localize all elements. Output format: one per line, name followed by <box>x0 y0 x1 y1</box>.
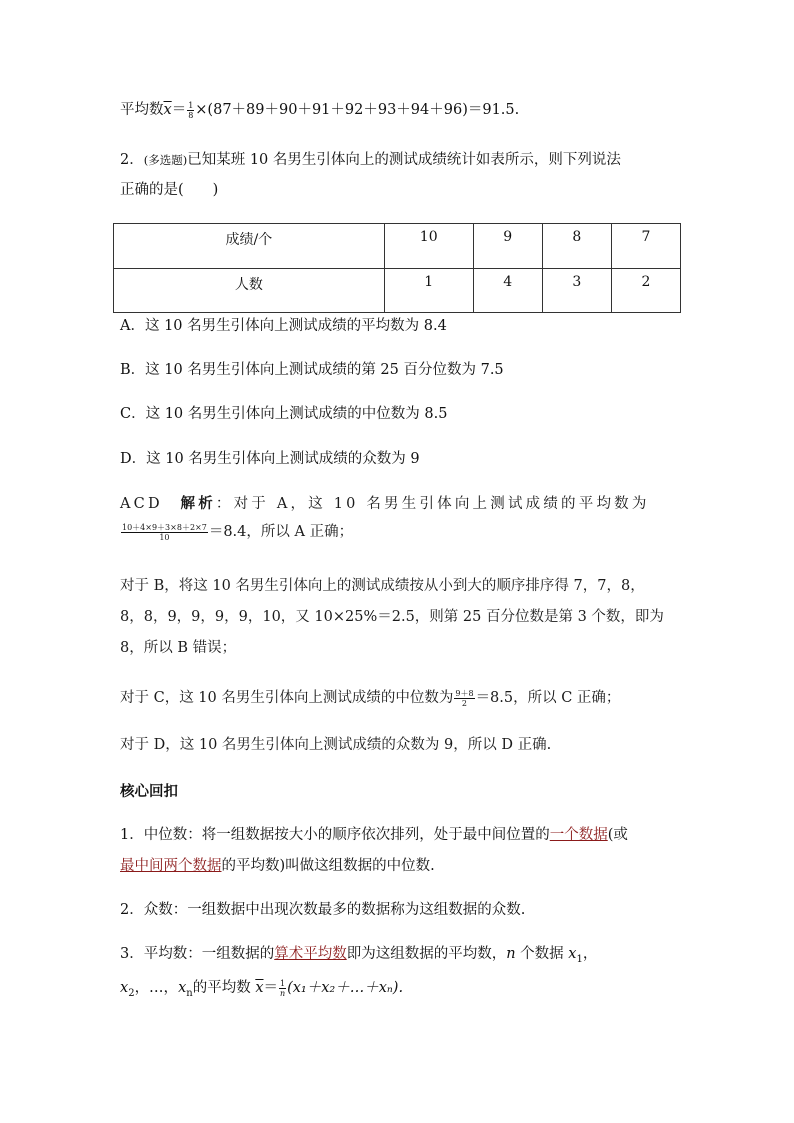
table-cell: 1 <box>384 268 473 313</box>
core-text: 1．中位数：将一组数据按大小的顺序依次排列，处于最中间位置的 <box>120 827 550 843</box>
solution-line-2 <box>120 522 353 542</box>
avg-prefix: 平均数 <box>120 102 164 118</box>
option-a: A．这 10 名男生引体向上测试成绩的平均数为 8.4 <box>120 318 447 334</box>
core-text: 的平均数 <box>192 980 256 996</box>
solution-c-line <box>120 688 620 708</box>
core-point-3-line2 <box>120 978 403 1004</box>
table-cell: 7 <box>611 224 680 269</box>
table-cell: 8 <box>542 224 611 269</box>
solution-b-line1: 对于 B，将这 10 名男生引体向上的测试成绩按从小到大的顺序排序得 7，7，8， <box>120 578 645 594</box>
solution-text: ：对于 A，这 10 名男生引体向上测试成绩的平均数为 <box>215 496 650 512</box>
score-table <box>113 223 681 313</box>
equals-sign: ＝ <box>171 102 187 118</box>
fraction-denominator: 10 <box>159 532 170 542</box>
core-point-2: 2．众数：一组数据中出现次数最多的数据称为这组数据的众数. <box>120 902 526 918</box>
option-b: B．这 10 名男生引体向上测试成绩的第 25 百分位数为 7.5 <box>120 362 504 378</box>
average-calc-line <box>120 100 519 120</box>
underlined-term: 算术平均数 <box>274 946 347 962</box>
core-text: ，…， <box>134 980 179 996</box>
variable-x: x <box>120 980 129 996</box>
table-cell: 10 <box>384 224 473 269</box>
variable-x: x <box>178 980 187 996</box>
core-point-3-line1 <box>120 944 597 970</box>
table-row-label: 人数 <box>114 268 385 313</box>
median-fraction <box>454 689 474 708</box>
solution-line-1 <box>120 494 650 514</box>
solution-text: 对于 C，这 10 名男生引体向上测试成绩的中位数为 <box>120 690 454 706</box>
subscript: n <box>186 987 193 999</box>
question-2-stem-line1 <box>120 150 621 170</box>
fraction-one-eighth <box>187 101 194 120</box>
core-text: ， <box>582 946 598 962</box>
option-c: C．这 10 名男生引体向上测试成绩的中位数为 8.5 <box>120 406 448 422</box>
equals-sign: ＝ <box>263 980 278 996</box>
avg-expression: ×(87＋89＋90＋91＋92＋93＋94＋96)＝91.5. <box>195 102 520 118</box>
core-point-1-line2 <box>120 856 435 876</box>
table-cell: 4 <box>473 268 542 313</box>
underlined-term: 最中间两个数据 <box>120 858 222 874</box>
question-stem-text: 已知某班 10 名男生引体向上的测试成绩统计如表所示，则下列说法 <box>187 152 621 168</box>
fraction-denominator: 8 <box>188 110 194 120</box>
core-recap-heading: 核心回扣 <box>120 784 178 800</box>
table-cell: 3 <box>542 268 611 313</box>
variable-n: n <box>506 946 516 962</box>
table-header-label: 成绩/个 <box>114 224 385 269</box>
solution-text: ＝8.4，所以 A 正确； <box>208 524 354 540</box>
table-cell: 2 <box>611 268 680 313</box>
solution-label: 解析 <box>180 495 216 512</box>
fraction-denominator: n <box>279 988 286 998</box>
fraction-numerator: 1 <box>280 978 286 988</box>
solution-d-line: 对于 D，这 10 名男生引体向上测试成绩的众数为 9，所以 D 正确. <box>120 737 552 753</box>
option-d: D．这 10 名男生引体向上测试成绩的众数为 9 <box>120 451 420 467</box>
fraction-one-over-n <box>279 979 286 998</box>
core-text: 的平均数)叫做这组数据的中位数. <box>221 858 435 874</box>
core-text: (或 <box>607 827 628 843</box>
question-type-tag: (多选题) <box>143 153 188 167</box>
solution-text: ＝8.5，所以 C 正确； <box>475 690 621 706</box>
answer-key: ACD <box>120 496 163 512</box>
fraction-numerator: 9＋8 <box>455 688 474 698</box>
core-text: 个数据 <box>515 946 569 962</box>
x-bar-symbol: $\overline{x}$ <box>163 102 172 118</box>
solution-b-line2: 8，8，9，9，9，9，10，又 10×25%＝2.5，则第 25 百分位数是第 3 个数，即为 <box>120 609 664 625</box>
core-text: 即为这组数据的平均数， <box>346 946 507 962</box>
fraction-numerator: 1 <box>188 100 194 110</box>
table-row-count <box>114 268 681 313</box>
question-number: 2． <box>120 152 144 168</box>
fraction-denominator: 2 <box>461 698 468 708</box>
variable-x: x <box>568 946 577 962</box>
table-cell: 9 <box>473 224 542 269</box>
fraction-numerator: 10＋4×9＋3×8＋2×7 <box>122 522 207 532</box>
mean-formula: (x₁＋x₂＋…＋xₙ). <box>287 980 404 996</box>
question-2-stem-line2: 正确的是( ) <box>120 182 219 198</box>
core-point-1-line1 <box>120 825 628 845</box>
x-bar-symbol: $\overline{x}$ <box>255 980 264 996</box>
subscript: 1 <box>576 953 583 965</box>
solution-b-line3: 8，所以 B 错误； <box>120 640 237 656</box>
mean-fraction <box>121 523 208 542</box>
underlined-term: 一个数据 <box>549 827 608 843</box>
subscript: 2 <box>128 987 135 999</box>
core-text: 3．平均数：一组数据的 <box>120 946 275 962</box>
table-row-header <box>114 224 681 269</box>
